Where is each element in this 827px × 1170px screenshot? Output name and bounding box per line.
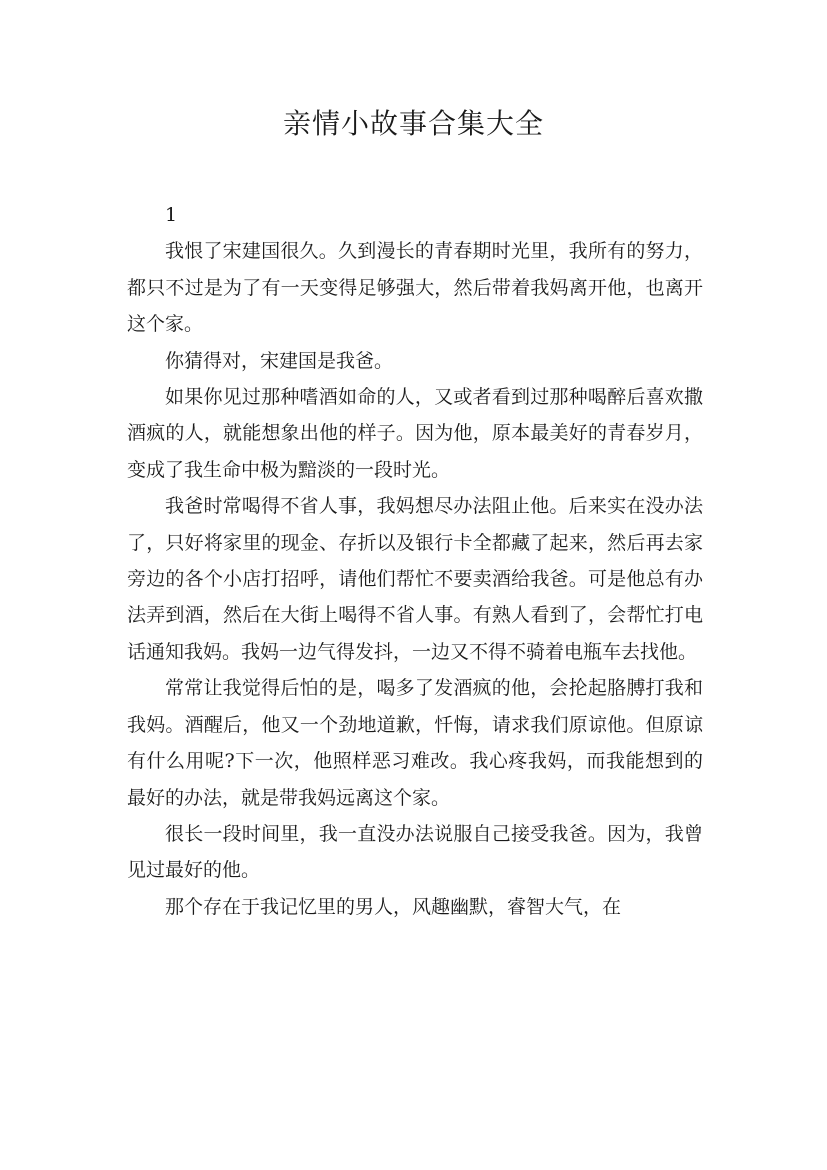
paragraph: 你猜得对，宋建国是我爸。 [165,349,394,372]
paragraph: 我爸时常喝得不省人事，我妈想尽办法阻止他。后来实在没办法了，只好将家里的现金、存折以及银行卡全都藏了起来，然后再去家旁边的各个小店打招呼，请他们帮忙不要卖酒给我爸。可是他总有办法弄到酒，然后在大街上喝得不省人事。有熟人看到了，会帮忙打电话通知我妈。我妈一边气得发抖，一边又不得不骑着电瓶车去找他。 [127,495,703,663]
paragraph: 那个存在于我记忆里的男人，风趣幽默，睿智大气，在 [165,895,622,918]
section-number: 1 [165,204,178,226]
document-body [127,197,703,925]
paragraph: 很长一段时间里，我一直没办法说服自己接受我爸。因为，我曾见过最好的他。 [127,822,703,882]
document-title: 亲情小故事合集大全 [282,107,544,140]
paragraph: 常常让我觉得后怕的是，喝多了发酒疯的他，会抡起胳膊打我和我妈。酒醒后，他又一个劲地道歉，忏悔，请求我们原谅他。但原谅有什么用呢?下一次，他照样恶习难改。我心疼我妈，而我能想到的最好的办法，就是带我妈远离这个家。 [127,677,703,809]
paragraph: 如果你见过那种嗜酒如命的人，又或者看到过那种喝醉后喜欢撒酒疯的人，就能想象出他的样子。因为他，原本最美好的青春岁月，变成了我生命中极为黯淡的一段时光。 [127,386,703,481]
paragraph: 我恨了宋建国很久。久到漫长的青春期时光里，我所有的努力，都只不过是为了有一天变得足够强大，然后带着我妈离开他，也离开这个家。 [127,240,703,336]
